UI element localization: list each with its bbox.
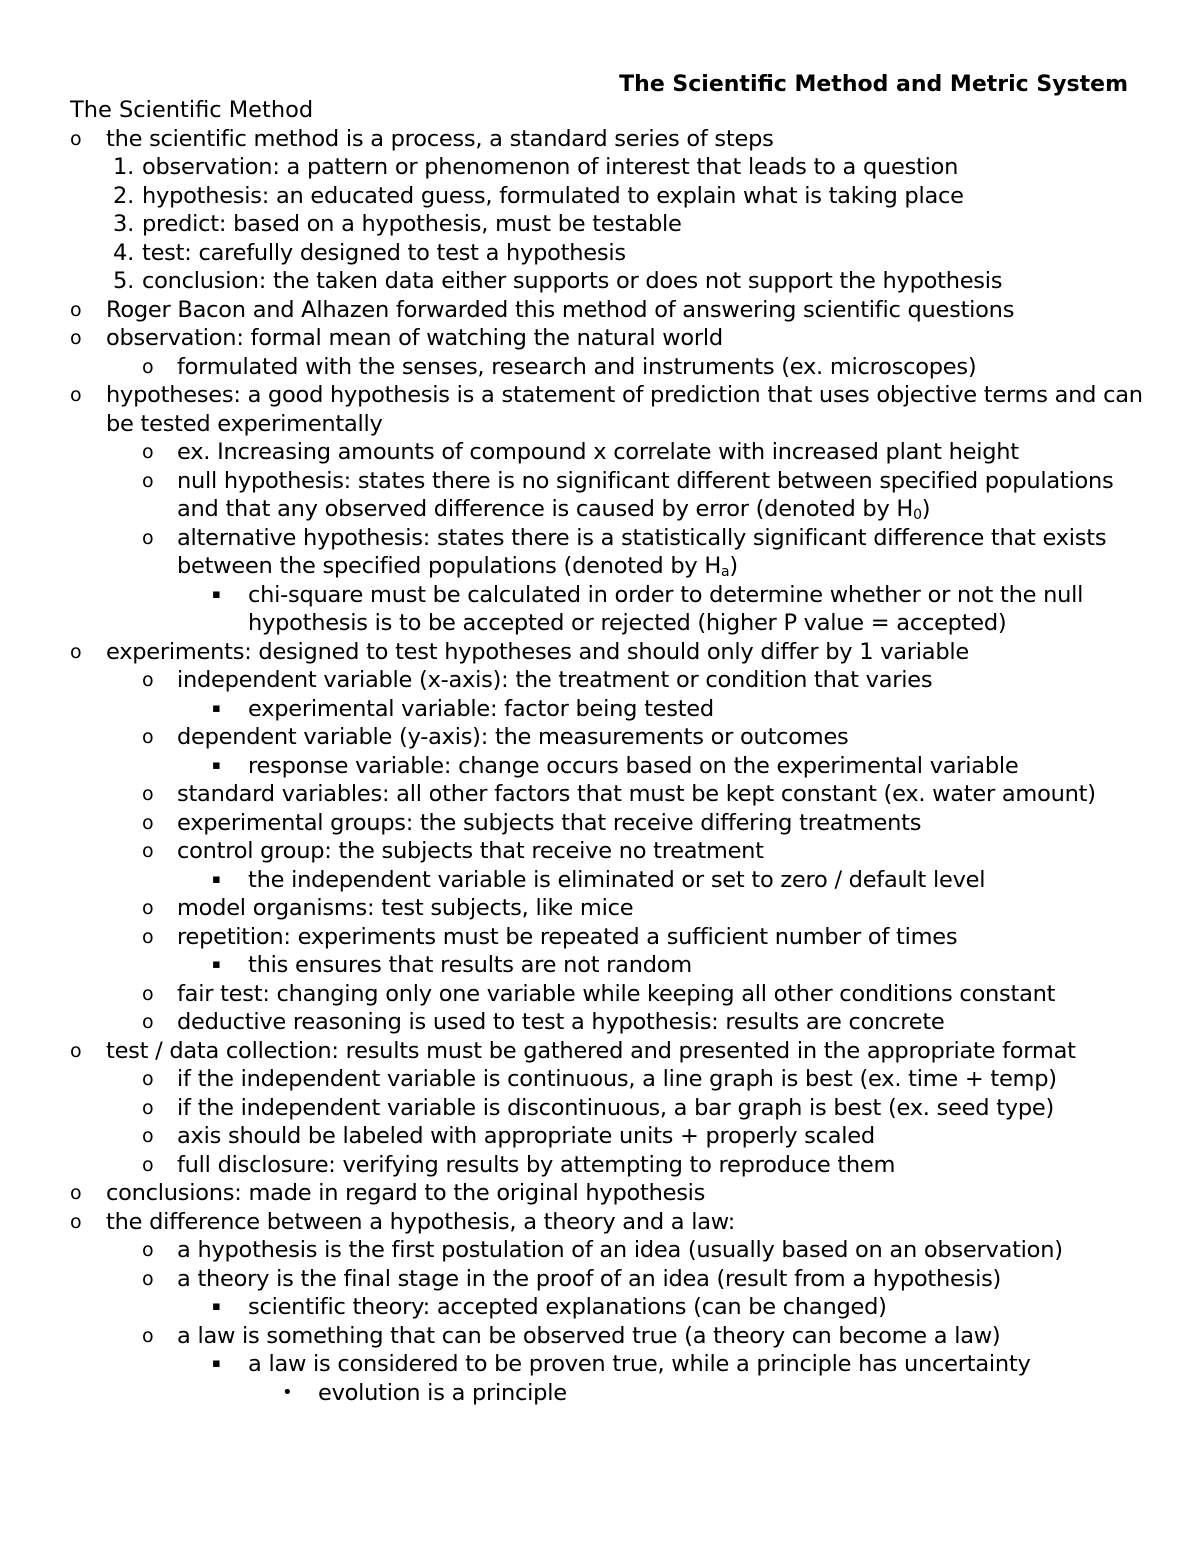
- outline-item: [70, 1236, 1150, 1265]
- outline-item: [70, 1179, 1150, 1208]
- square-bullet-icon: ▪: [212, 1299, 221, 1314]
- outline-item: [70, 438, 1150, 467]
- dot-bullet-icon: •: [282, 1381, 293, 1403]
- outline-item-text: experimental groups: the subjects that receive differing treatments: [177, 809, 922, 836]
- outline-item-text: response variable: change occurs based on the experimental variable: [248, 752, 1019, 779]
- outline-item: [70, 239, 1150, 268]
- outline-item: [70, 752, 1150, 781]
- outline-item-text: experimental variable: factor being tested: [248, 695, 714, 722]
- outline-item: [70, 666, 1150, 695]
- list-number: 4.: [113, 239, 134, 266]
- document-body: [70, 96, 1150, 1407]
- outline-item: [70, 1094, 1150, 1123]
- outline-item-text: full disclosure: verifying results by attempting to reproduce them: [177, 1151, 896, 1178]
- outline-item: [70, 1208, 1150, 1237]
- outline-item-text: experiments: designed to test hypotheses and should only differ by 1 variable: [106, 638, 969, 665]
- outline-item: [70, 894, 1150, 923]
- outline-list: [70, 125, 1150, 1408]
- square-bullet-icon: ▪: [212, 1356, 221, 1371]
- hollow-bullet-icon: o: [142, 441, 154, 463]
- outline-item: [70, 381, 1150, 438]
- subscript: 0: [913, 507, 922, 523]
- hollow-bullet-icon: o: [142, 1068, 154, 1090]
- list-number: 3.: [113, 211, 134, 237]
- hollow-bullet-icon: o: [70, 127, 82, 150]
- outline-item: [70, 638, 1150, 667]
- hollow-bullet-icon: o: [70, 640, 82, 663]
- hollow-bullet-icon: o: [142, 840, 154, 862]
- outline-item-text: the scientific method is a process, a standard series of steps: [106, 125, 774, 152]
- outline-item: [70, 980, 1150, 1009]
- outline-item-text: a law is something that can be observed true (a theory can become a law): [177, 1322, 1001, 1349]
- outline-item-text: alternative hypothesis: states there is a statistically significant difference that exists between the specified populations (denoted by H: [177, 524, 1107, 579]
- outline-item: [70, 182, 1150, 211]
- outline-item-text: independent variable (x-axis): the treatment or condition that varies: [177, 667, 933, 693]
- outline-item-text: this ensures that results are not random: [248, 952, 692, 978]
- hollow-bullet-icon: o: [142, 897, 154, 919]
- outline-item-text: test / data collection: results must be gathered and presented in the appropriate format: [106, 1037, 1076, 1064]
- outline-item-text: test: carefully designed to test a hypothesis: [142, 239, 626, 266]
- list-number: 2.: [113, 182, 134, 209]
- hollow-bullet-icon: o: [142, 1125, 154, 1147]
- square-bullet-icon: ▪: [212, 586, 221, 602]
- outline-item-text: the difference between a hypothesis, a theory and a law:: [106, 1208, 736, 1235]
- outline-item-text: model organisms: test subjects, like mice: [177, 895, 634, 921]
- outline-item-text: observation: a pattern or phenomenon of interest that leads to a question: [142, 154, 959, 180]
- outline-item: [70, 1122, 1150, 1151]
- outline-item: [70, 267, 1150, 296]
- hollow-bullet-icon: o: [70, 384, 82, 406]
- outline-item: [70, 923, 1150, 952]
- outline-item: [70, 809, 1150, 838]
- outline-item-text: the independent variable is eliminated or set to zero / default level: [248, 866, 986, 893]
- outline-item-text: fair test: changing only one variable while keeping all other conditions constant: [177, 980, 1056, 1007]
- outline-item: [70, 1037, 1150, 1066]
- hollow-bullet-icon: o: [142, 1096, 154, 1119]
- outline-item: [70, 1265, 1150, 1294]
- hollow-bullet-icon: o: [142, 726, 154, 748]
- outline-item: [70, 1322, 1150, 1351]
- outline-item-text: formulated with the senses, research and instruments (ex. microscopes): [177, 353, 977, 380]
- outline-item: [70, 125, 1150, 154]
- outline-item: [70, 723, 1150, 752]
- outline-item-text: conclusions: made in regard to the original hypothesis: [106, 1180, 706, 1206]
- hollow-bullet-icon: o: [70, 298, 82, 321]
- outline-item-text: deductive reasoning is used to test a hypothesis: results are concrete: [177, 1009, 945, 1035]
- outline-item-text: repetition: experiments must be repeated a sufficient number of times: [177, 923, 958, 950]
- outline-item-text: predict: based on a hypothesis, must be testable: [142, 211, 682, 237]
- outline-item-text: control group: the subjects that receive no treatment: [177, 838, 764, 864]
- hollow-bullet-icon: o: [70, 327, 82, 349]
- hollow-bullet-icon: o: [70, 1182, 82, 1204]
- list-number: 5.: [113, 268, 134, 294]
- outline-item-text: Roger Bacon and Alhazen forwarded this method of answering scientific questions: [106, 296, 1015, 323]
- outline-item: [70, 1293, 1150, 1322]
- hollow-bullet-icon: o: [142, 783, 154, 805]
- hollow-bullet-icon: o: [70, 1210, 82, 1233]
- outline-item-text-tail: ): [729, 553, 738, 579]
- outline-item: [70, 353, 1150, 382]
- hollow-bullet-icon: o: [142, 925, 154, 948]
- outline-item: [70, 581, 1150, 638]
- outline-item: [70, 1008, 1150, 1037]
- hollow-bullet-icon: o: [142, 526, 154, 549]
- outline-item: [70, 153, 1150, 182]
- hollow-bullet-icon: o: [142, 811, 154, 834]
- outline-item-text: dependent variable (y-axis): the measurements or outcomes: [177, 724, 849, 750]
- outline-item-text: if the independent variable is discontinuous, a bar graph is best (ex. seed type): [177, 1094, 1054, 1121]
- outline-item-text: hypotheses: a good hypothesis is a statement of prediction that uses objective terms and can be tested experimentally: [106, 382, 1143, 437]
- hollow-bullet-icon: o: [142, 1239, 154, 1261]
- document-title: The Scientific Method and Metric System: [619, 72, 1128, 97]
- hollow-bullet-icon: o: [142, 1011, 154, 1033]
- outline-item-text: axis should be labeled with appropriate units + properly scaled: [177, 1123, 875, 1149]
- outline-item: [70, 296, 1150, 325]
- hollow-bullet-icon: o: [142, 469, 154, 492]
- hollow-bullet-icon: o: [142, 355, 154, 378]
- square-bullet-icon: ▪: [212, 757, 221, 773]
- outline-item: [70, 324, 1150, 353]
- subscript: a: [721, 564, 730, 580]
- outline-item: [70, 951, 1150, 980]
- outline-item: [70, 695, 1150, 724]
- outline-item: [70, 524, 1150, 581]
- list-number: 1.: [113, 154, 134, 180]
- outline-item-text: a theory is the final stage in the proof of an idea (result from a hypothesis): [177, 1265, 1002, 1292]
- hollow-bullet-icon: o: [142, 982, 154, 1005]
- hollow-bullet-icon: o: [142, 1267, 154, 1290]
- hollow-bullet-icon: o: [70, 1039, 82, 1062]
- outline-item: [70, 780, 1150, 809]
- outline-item: [70, 837, 1150, 866]
- outline-item: [70, 1065, 1150, 1094]
- outline-item-text: evolution is a principle: [318, 1379, 567, 1406]
- square-bullet-icon: ▪: [212, 871, 221, 887]
- hollow-bullet-icon: o: [142, 669, 154, 691]
- square-bullet-icon: ▪: [212, 957, 221, 972]
- outline-item: [70, 210, 1150, 239]
- square-bullet-icon: ▪: [212, 700, 221, 716]
- hollow-bullet-icon: o: [142, 1324, 154, 1347]
- outline-item-text: standard variables: all other factors that must be kept constant (ex. water amount): [177, 781, 1096, 807]
- outline-item: [70, 1379, 1150, 1408]
- section-heading: The Scientific Method: [70, 97, 314, 123]
- outline-item: [70, 866, 1150, 895]
- outline-item: [70, 1350, 1150, 1379]
- hollow-bullet-icon: o: [142, 1153, 154, 1176]
- outline-item-text: hypothesis: an educated guess, formulated to explain what is taking place: [142, 182, 964, 209]
- outline-item-text: a hypothesis is the first postulation of an idea (usually based on an observation): [177, 1237, 1063, 1263]
- outline-item-text: a law is considered to be proven true, while a principle has uncertainty: [248, 1351, 1031, 1377]
- outline-item: [70, 1151, 1150, 1180]
- outline-item-text: null hypothesis: states there is no significant different between specified populations and that any observed difference is caused by error (denoted by H: [177, 467, 1114, 522]
- outline-item-text-tail: ): [921, 496, 931, 522]
- outline-item: [70, 467, 1150, 524]
- outline-item-text: chi-square must be calculated in order to determine whether or not the null hypothesis is to be accepted or rejected (higher P value = accepted): [248, 581, 1084, 636]
- outline-item-text: scientific theory: accepted explanations (can be changed): [248, 1294, 887, 1320]
- outline-item-text: if the independent variable is continuous, a line graph is best (ex. time + temp): [177, 1066, 1057, 1092]
- outline-item-text: conclusion: the taken data either supports or does not support the hypothesis: [142, 268, 1003, 294]
- outline-item-text: ex. Increasing amounts of compound x correlate with increased plant height: [177, 439, 1019, 465]
- outline-item-text: observation: formal mean of watching the natural world: [106, 325, 723, 351]
